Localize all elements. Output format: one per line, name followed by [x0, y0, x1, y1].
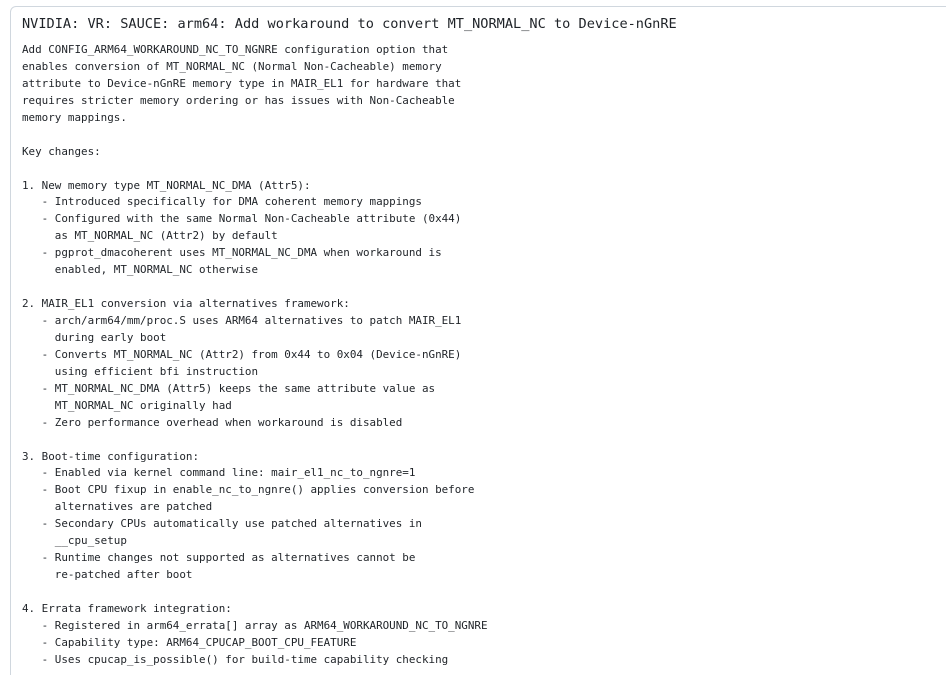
body-line: - arch/arm64/mm/proc.S uses ARM64 alternatives to patch MAIR_EL1: [22, 314, 462, 327]
body-line: re-patched after boot: [22, 568, 193, 582]
body-line: memory mappings.: [22, 110, 127, 124]
body-line: - Introduced specifically for DMA coherent memory mappings: [22, 195, 422, 209]
body-line: enabled, MT_NORMAL_NC otherwise: [22, 263, 259, 277]
commit-body: [22, 42, 488, 669]
body-line: [22, 127, 488, 144]
body-line: using efficient bfi instruction: [22, 364, 259, 378]
body-line: - Capability type: ARM64_CPUCAP_BOOT_CPU_FEATURE: [22, 635, 357, 649]
body-line: __cpu_setup: [22, 534, 127, 548]
body-line: 1. New memory type MT_NORMAL_NC_DMA (Attr5):: [22, 178, 311, 192]
body-line: - Converts MT_NORMAL_NC (Attr2) from 0x44 to 0x04 (Device-nGnRE): [22, 347, 462, 361]
body-line: Key changes:: [22, 144, 101, 158]
body-line: - Zero performance overhead when workaround is disabled: [22, 415, 403, 429]
body-line: requires stricter memory ordering or has issues with Non-Cacheable: [22, 93, 455, 107]
body-line: - Runtime changes not supported as alternatives cannot be: [22, 551, 416, 565]
body-line: [22, 279, 488, 296]
body-line: [22, 161, 488, 178]
body-line: 3. Boot-time configuration:: [22, 449, 200, 463]
commit-title: NVIDIA: VR: SAUCE: arm64: Add workaround to convert MT_NORMAL_NC to Device-nGnRE: [22, 16, 677, 32]
body-line: alternatives are patched: [22, 500, 213, 514]
body-line: - MT_NORMAL_NC_DMA (Attr5) keeps the same attribute value as: [22, 381, 436, 395]
body-line: during early boot: [22, 330, 167, 344]
body-line: 4. Errata framework integration:: [22, 601, 232, 615]
body-line: - Configured with the same Normal Non-Cacheable attribute (0x44): [22, 212, 462, 226]
body-line: as MT_NORMAL_NC (Attr2) by default: [22, 229, 278, 243]
body-line: enables conversion of MT_NORMAL_NC (Normal Non-Cacheable) memory: [22, 59, 442, 73]
body-line: - Secondary CPUs automatically use patched alternatives in: [22, 517, 422, 531]
body-line: 2. MAIR_EL1 conversion via alternatives framework:: [22, 297, 350, 311]
body-line: attribute to Device-nGnRE memory type in MAIR_EL1 for hardware that: [22, 76, 462, 90]
body-line: [22, 584, 488, 601]
body-line: - Enabled via kernel command line: mair_el1_nc_to_ngnre=1: [22, 466, 416, 480]
body-line: - Registered in arm64_errata[] array as ARM64_WORKAROUND_NC_TO_NGNRE: [22, 618, 488, 632]
body-line: - Uses cpucap_is_possible() for build-time capability checking: [22, 652, 449, 666]
body-line: [22, 432, 488, 449]
body-line: - pgprot_dmacoherent uses MT_NORMAL_NC_DMA when workaround is: [22, 246, 442, 260]
body-line: - Boot CPU fixup in enable_nc_to_ngnre() applies conversion before: [22, 483, 475, 497]
body-line: MT_NORMAL_NC originally had: [22, 398, 232, 412]
body-line: Add CONFIG_ARM64_WORKAROUND_NC_TO_NGNRE configuration option that: [22, 43, 449, 56]
